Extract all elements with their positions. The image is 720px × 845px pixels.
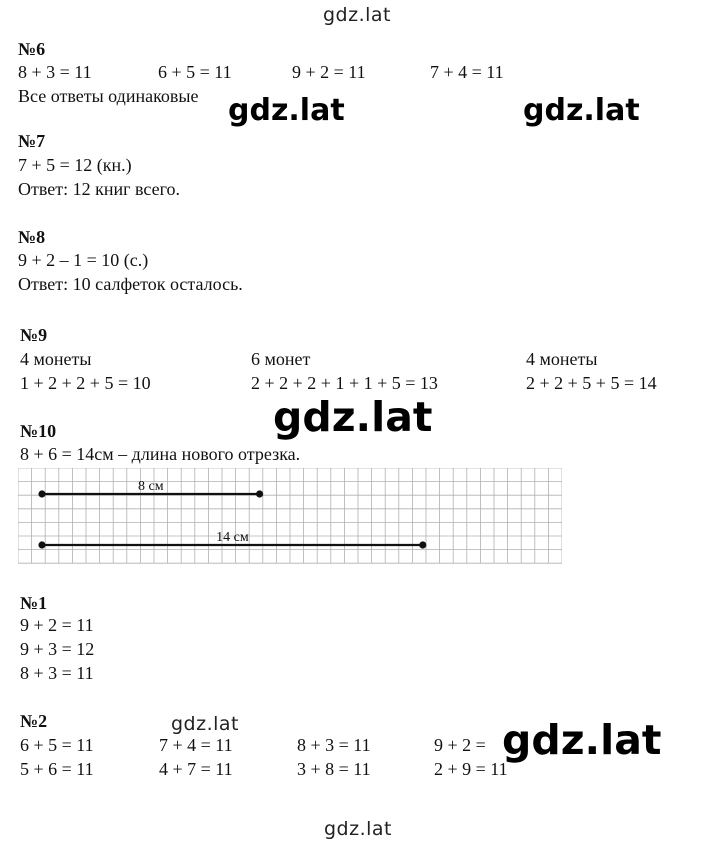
task-7-title: №7 — [18, 131, 46, 151]
task-2-row2-eq2: 4 + 7 = 11 — [159, 759, 233, 779]
segments — [38, 479, 426, 549]
task-2-row2-eq4: 2 + 9 = 11 — [434, 759, 508, 779]
task-8-answer: Ответ: 10 салфеток осталось. — [18, 274, 243, 294]
task-8-equation: 9 + 2 – 1 = 10 (с.) — [18, 250, 149, 270]
task-6-note: Все ответы одинаковые — [18, 86, 199, 106]
segment-1-start-point — [38, 490, 45, 497]
watermark-5: gdz.lat — [502, 716, 662, 764]
segment-2-end-point — [419, 541, 426, 548]
watermark-top: gdz.lat — [323, 4, 392, 26]
segment-1-end-point — [256, 490, 263, 497]
task-6-equation-4: 7 + 4 = 11 — [430, 62, 504, 82]
watermark-bottom: gdz.lat — [324, 818, 393, 840]
task-2-row1-eq4: 9 + 2 = — [434, 735, 486, 755]
task-1-equation-3: 8 + 3 = 11 — [20, 663, 94, 683]
task-10-title: №10 — [20, 421, 57, 441]
task-7-answer: Ответ: 12 книг всего. — [18, 179, 181, 199]
watermark-1: gdz.lat — [228, 93, 345, 128]
segment-1-label: 8 см — [138, 479, 164, 494]
watermark-3: gdz.lat — [273, 393, 433, 441]
task-9-title: №9 — [20, 325, 48, 345]
watermark-4: gdz.lat — [171, 713, 240, 735]
task-9-equation-2: 2 + 2 + 2 + 1 + 1 + 5 = 13 — [251, 373, 438, 393]
task-2-title: №2 — [20, 711, 48, 731]
task-6-equation-1: 8 + 3 = 11 — [18, 62, 92, 82]
task-2-row1-eq3: 8 + 3 = 11 — [297, 735, 371, 755]
task-1-equation-1: 9 + 2 = 11 — [20, 615, 94, 635]
watermark-2: gdz.lat — [523, 93, 640, 128]
grid-lines — [18, 468, 562, 563]
task-6-equation-3: 9 + 2 = 11 — [292, 62, 366, 82]
task-9-count-3: 4 монеты — [526, 349, 598, 369]
task-2-row1-eq1: 6 + 5 = 11 — [20, 735, 94, 755]
task-8-title: №8 — [18, 227, 46, 247]
task-9-count-1: 4 монеты — [20, 349, 92, 369]
task-9-count-2: 6 монет — [251, 349, 311, 369]
graph-paper-grid — [18, 468, 562, 566]
task-2-row2-eq1: 5 + 6 = 11 — [20, 759, 94, 779]
task-10-equation: 8 + 6 = 14см – длина нового отрезка. — [20, 444, 301, 464]
task-1-title: №1 — [20, 593, 48, 613]
task-6-title: №6 — [18, 39, 46, 59]
segment-2-start-point — [38, 541, 45, 548]
task-2-row2-eq3: 3 + 8 = 11 — [297, 759, 371, 779]
task-6-equation-2: 6 + 5 = 11 — [158, 62, 232, 82]
task-1-equation-2: 9 + 3 = 12 — [20, 639, 95, 659]
task-7-equation: 7 + 5 = 12 (кн.) — [18, 155, 132, 175]
task-2-row1-eq2: 7 + 4 = 11 — [159, 735, 233, 755]
task-9-equation-3: 2 + 2 + 5 + 5 = 14 — [526, 373, 657, 393]
task-9-equation-1: 1 + 2 + 2 + 5 = 10 — [20, 373, 151, 393]
segment-2-label: 14 см — [216, 530, 249, 545]
